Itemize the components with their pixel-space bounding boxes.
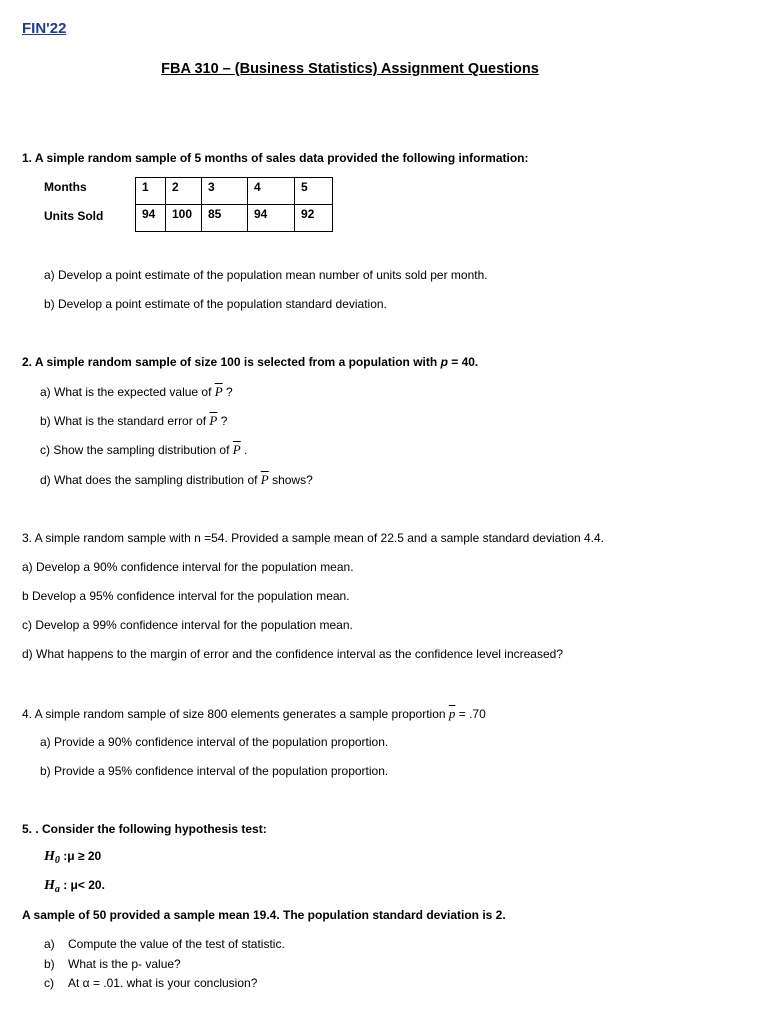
table-cell: 94 [248,205,295,232]
list-item-label: b) [44,957,55,971]
q5-null-hypothesis [44,849,101,866]
list-item-label: c) [44,976,54,990]
list-item-text: Compute the value of the test of statistic. [68,937,285,951]
q2-part-c-text: c) Show the sampling distribution of [40,443,233,457]
table-cell: 4 [248,178,295,205]
h0-subscript: 0 [54,855,60,866]
p-bar-symbol: $\overline{P}$ [209,413,218,428]
table-cell: 2 [166,178,202,205]
q2-stem-text: 2. A simple random sample of size 100 is selected from a population with [22,355,441,369]
q3-part-a: a) Develop a 90% confidence interval for the population mean. [22,560,354,574]
table-cell: 1 [136,178,166,205]
p-bar-symbol: $\overline{P}$ [232,442,241,457]
q4-part-a: a) Provide a 90% confidence interval of the population proportion. [40,735,389,749]
q2-part-c-end: . [240,443,248,457]
table-cell: 92 [295,205,333,232]
list-item [44,937,285,951]
q4-part-b: b) Provide a 95% confidence interval of the population proportion. [40,764,389,778]
q1-stem: 1. A simple random sample of 5 months of sales data provided the following information: [22,151,529,165]
q5-given: A sample of 50 provided a sample mean 19.4. The population standard deviation is 2. [22,908,506,922]
p-bar-symbol: $\overline{P}$ [260,472,269,487]
course-code-header: FIN'22 [22,20,67,37]
q1-part-b: b) Develop a point estimate of the population standard deviation. [44,297,387,311]
table-row-months [136,178,333,205]
table-cell: 85 [202,205,248,232]
q2-part-c [40,442,247,458]
list-item [44,957,181,971]
table-cell: 3 [202,178,248,205]
list-item-text: At α = .01. what is your conclusion? [68,976,258,990]
h0-relation: :μ ≥ 20 [59,849,102,863]
q2-part-a-end: ? [222,385,233,399]
q3-part-d: d) What happens to the margin of error and the confidence interval as the confidence level increased? [22,647,563,661]
sales-data-table [135,177,333,232]
q2-stem [22,355,478,369]
q1-row-label-months: Months [44,180,87,194]
table-row-units [136,205,333,232]
q2-part-b-text: b) What is the standard error of [40,414,210,428]
list-item-label: a) [44,937,55,951]
q1-part-a: a) Develop a point estimate of the population mean number of units sold per month. [44,268,488,282]
q5-alt-hypothesis [44,878,105,895]
ha-relation: : μ< 20. [59,878,105,892]
q2-part-d [40,472,313,488]
ha-subscript: a [54,884,60,895]
p-bar-symbol: $\overline{p}$ [448,706,456,721]
list-item-text: What is the p- value? [68,957,181,971]
q1-row-label-units: Units Sold [44,209,104,223]
q2-part-d-end: shows? [268,473,313,487]
table-cell: 100 [166,205,202,232]
list-item [44,976,257,990]
q5-stem: 5. . Consider the following hypothesis test: [22,822,267,836]
q2-part-a [40,384,233,400]
table-cell: 5 [295,178,333,205]
page-title: FBA 310 – (Business Statistics) Assignment Questions [161,61,539,77]
h0-symbol: H [44,849,55,864]
q4-stem-text: 4. A simple random sample of size 800 elements generates a sample proportion [22,707,449,721]
table-cell: 94 [136,205,166,232]
ha-symbol: H [44,878,55,893]
q2-part-a-text: a) What is the expected value of [40,385,215,399]
q3-part-c: c) Develop a 99% confidence interval for the population mean. [22,618,353,632]
p-bar-symbol: $\overline{P}$ [214,384,223,399]
q2-stem-end: = 40. [447,355,479,369]
q2-part-b-end: ? [217,414,228,428]
q4-stem-end: = .70 [455,707,486,721]
q3-part-b: b Develop a 95% confidence interval for the population mean. [22,589,350,603]
q2-part-b [40,413,227,429]
q2-stem-p: p [440,355,448,369]
q3-stem: 3. A simple random sample with n =54. Provided a sample mean of 22.5 and a sample standard deviation 4.4. [22,531,605,545]
q2-part-d-text: d) What does the sampling distribution of [40,473,261,487]
q4-stem [22,706,486,722]
